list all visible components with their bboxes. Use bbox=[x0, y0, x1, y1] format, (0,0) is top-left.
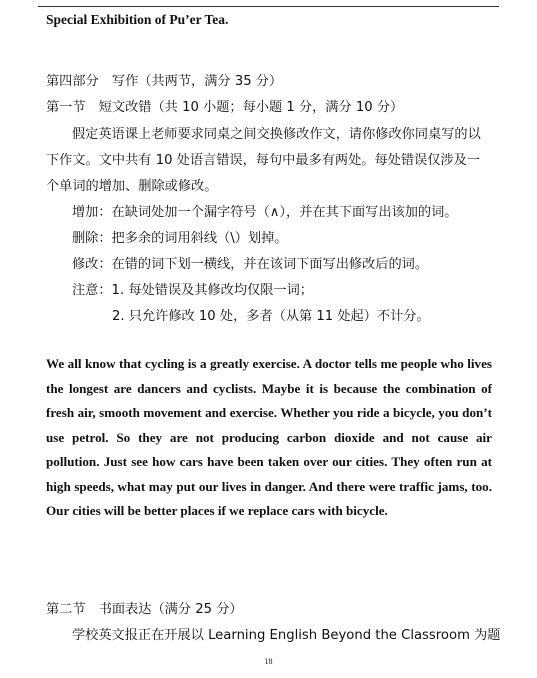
instruction-line-2: 下作文。文中共有 10 处语言错误，每句中最多有两处。每处错误仅涉及一 bbox=[46, 153, 480, 168]
rule-note-1: 注意：1. 每处错误及其修改均仅限一词； bbox=[72, 283, 313, 298]
rule-modify: 修改：在错的词下划一横线，并在该词下面写出修改后的词。 bbox=[72, 257, 429, 272]
rule-delete: 删除：把多余的词用斜线（\）划掉。 bbox=[72, 231, 288, 246]
rule-note-2: 2. 只允许修改 10 处，多者（从第 11 处起）不计分。 bbox=[112, 309, 430, 324]
top-rule bbox=[38, 6, 499, 7]
page-number: 18 bbox=[264, 657, 273, 666]
section2-title: 第二节 书面表达（满分 25 分） bbox=[46, 602, 243, 617]
instruction-line-1: 假定英语课上老师要求同桌之间交换修改作文，请你修改你同桌写的以 bbox=[72, 127, 481, 142]
section1-title: 第一节 短文改错（共 10 小题；每小题 1 分，满分 10 分） bbox=[46, 100, 404, 115]
essay-passage: We all know that cycling is a greatly exercise. A doctor tells me people who lives the longest are dancers and cyclists. Maybe it is because the combination of fresh air, smooth movement and exercise. Whether you ride a bicycle, you don’t use petrol. So they are not producing carbon dioxide and not cause air pollution. Just see how cars have been taken over our cities. They often run at high speeds, what may put our lives in danger. And there were traffic jams, too. Our cities will be better places if we replace cars with bicycle. bbox=[46, 356, 492, 518]
rule-add: 增加：在缺词处加一个漏字符号（∧），并在其下面写出该加的词。 bbox=[72, 205, 458, 220]
section2-intro: 学校英文报正在开展以 Learning English Beyond the Classroom 为题 bbox=[72, 628, 501, 643]
part4-title: 第四部分 写作（共两节，满分 35 分） bbox=[46, 74, 283, 89]
header-line: Special Exhibition of Pu’er Tea. bbox=[46, 12, 229, 27]
instruction-line-3: 个单词的增加、删除或修改。 bbox=[46, 179, 218, 194]
